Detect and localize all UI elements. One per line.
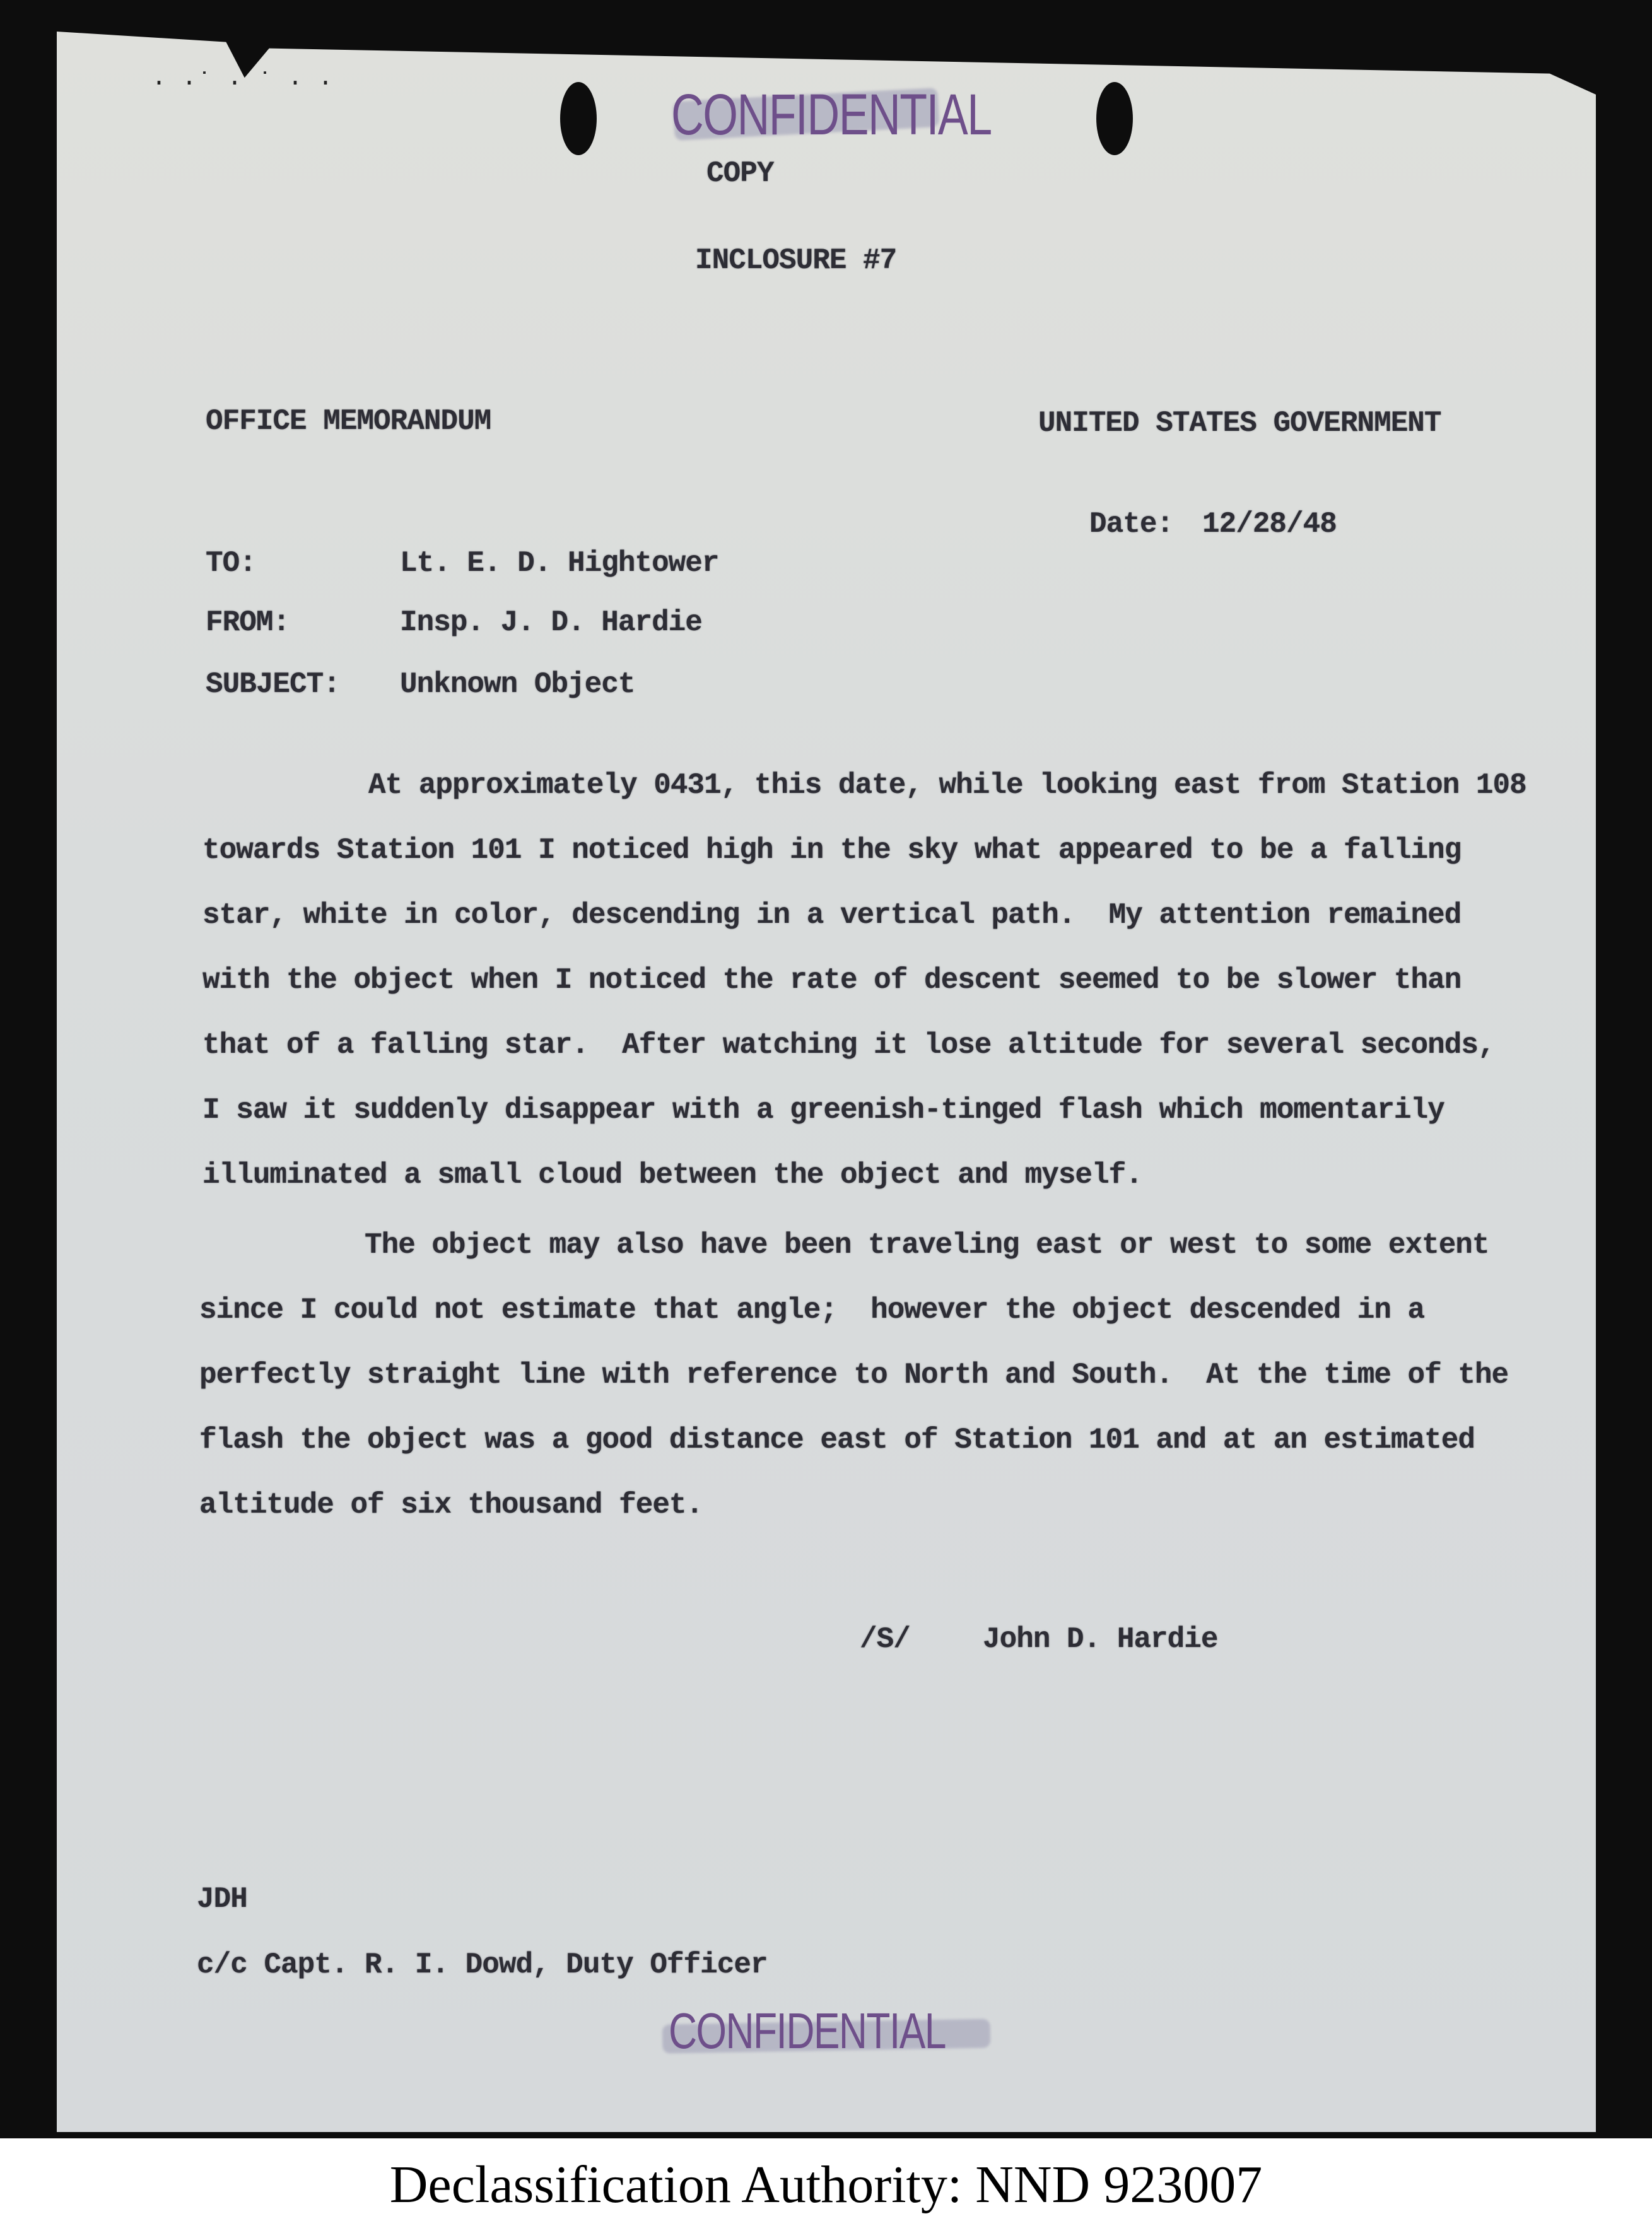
text-line: perfectly straight line with reference to North and South. At the time of the [199,1359,1509,1391]
subject-value: Unknown Object [400,668,635,701]
memo-type: OFFICE MEMORANDUM [206,405,491,438]
signature-name: John D. Hardie [983,1623,1218,1656]
to-value: Lt. E. D. Hightower [400,547,719,580]
declassification-footer: Declassification Authority: NND 923007 [389,2155,1263,2214]
date-label: Date: [1089,508,1174,541]
text-line: altitude of six thousand feet. [199,1489,703,1521]
to-label: TO: [206,547,256,580]
text-line: with the object when I noticed the rate of descent seemed to be slower than [202,964,1462,997]
punch-marks: · ·˙ · ˙ · · [151,69,334,98]
date-value: 12/28/48 [1202,508,1337,541]
signature-mark: /S/ [860,1623,910,1656]
text-line: towards Station 101 I noticed high in the sky what appeared to be a falling [202,834,1462,867]
from-label: FROM: [206,606,290,639]
text-line: I saw it suddenly disappear with a greenish-tinged flash which momentarily [202,1094,1444,1127]
text-line: since I could not estimate that angle; however the object descended in a [199,1294,1425,1327]
text-line: The object may also have been traveling east or west to some extent [365,1229,1489,1262]
confidential-stamp-bottom: CONFIDENTIAL [669,2003,946,2059]
punch-hole-right [1096,82,1133,155]
inclosure-title: INCLOSURE #7 [695,244,897,277]
confidential-stamp-top: CONFIDENTIAL [671,83,992,147]
text-line: flash the object was a good distance east of Station 101 and at an estimated [199,1424,1475,1456]
subject-label: SUBJECT: [206,668,340,701]
punch-hole-left [560,82,597,155]
text-line: At approximately 0431, this date, while looking east from Station 108 [368,769,1526,802]
agency-name: UNITED STATES GOVERNMENT [1038,407,1441,440]
memo-page [57,32,1596,2132]
typist-initials: JDH [197,1883,247,1916]
text-line: illuminated a small cloud between the object and myself. [202,1159,1142,1192]
copy-label: COPY [706,157,774,190]
from-value: Insp. J. D. Hardie [400,606,702,639]
text-line: star, white in color, descending in a vertical path. My attention remained [202,899,1462,932]
carbon-copy-line: c/c Capt. R. I. Dowd, Duty Officer [197,1948,768,1981]
text-line: that of a falling star. After watching it lose altitude for several seconds, [202,1029,1495,1062]
